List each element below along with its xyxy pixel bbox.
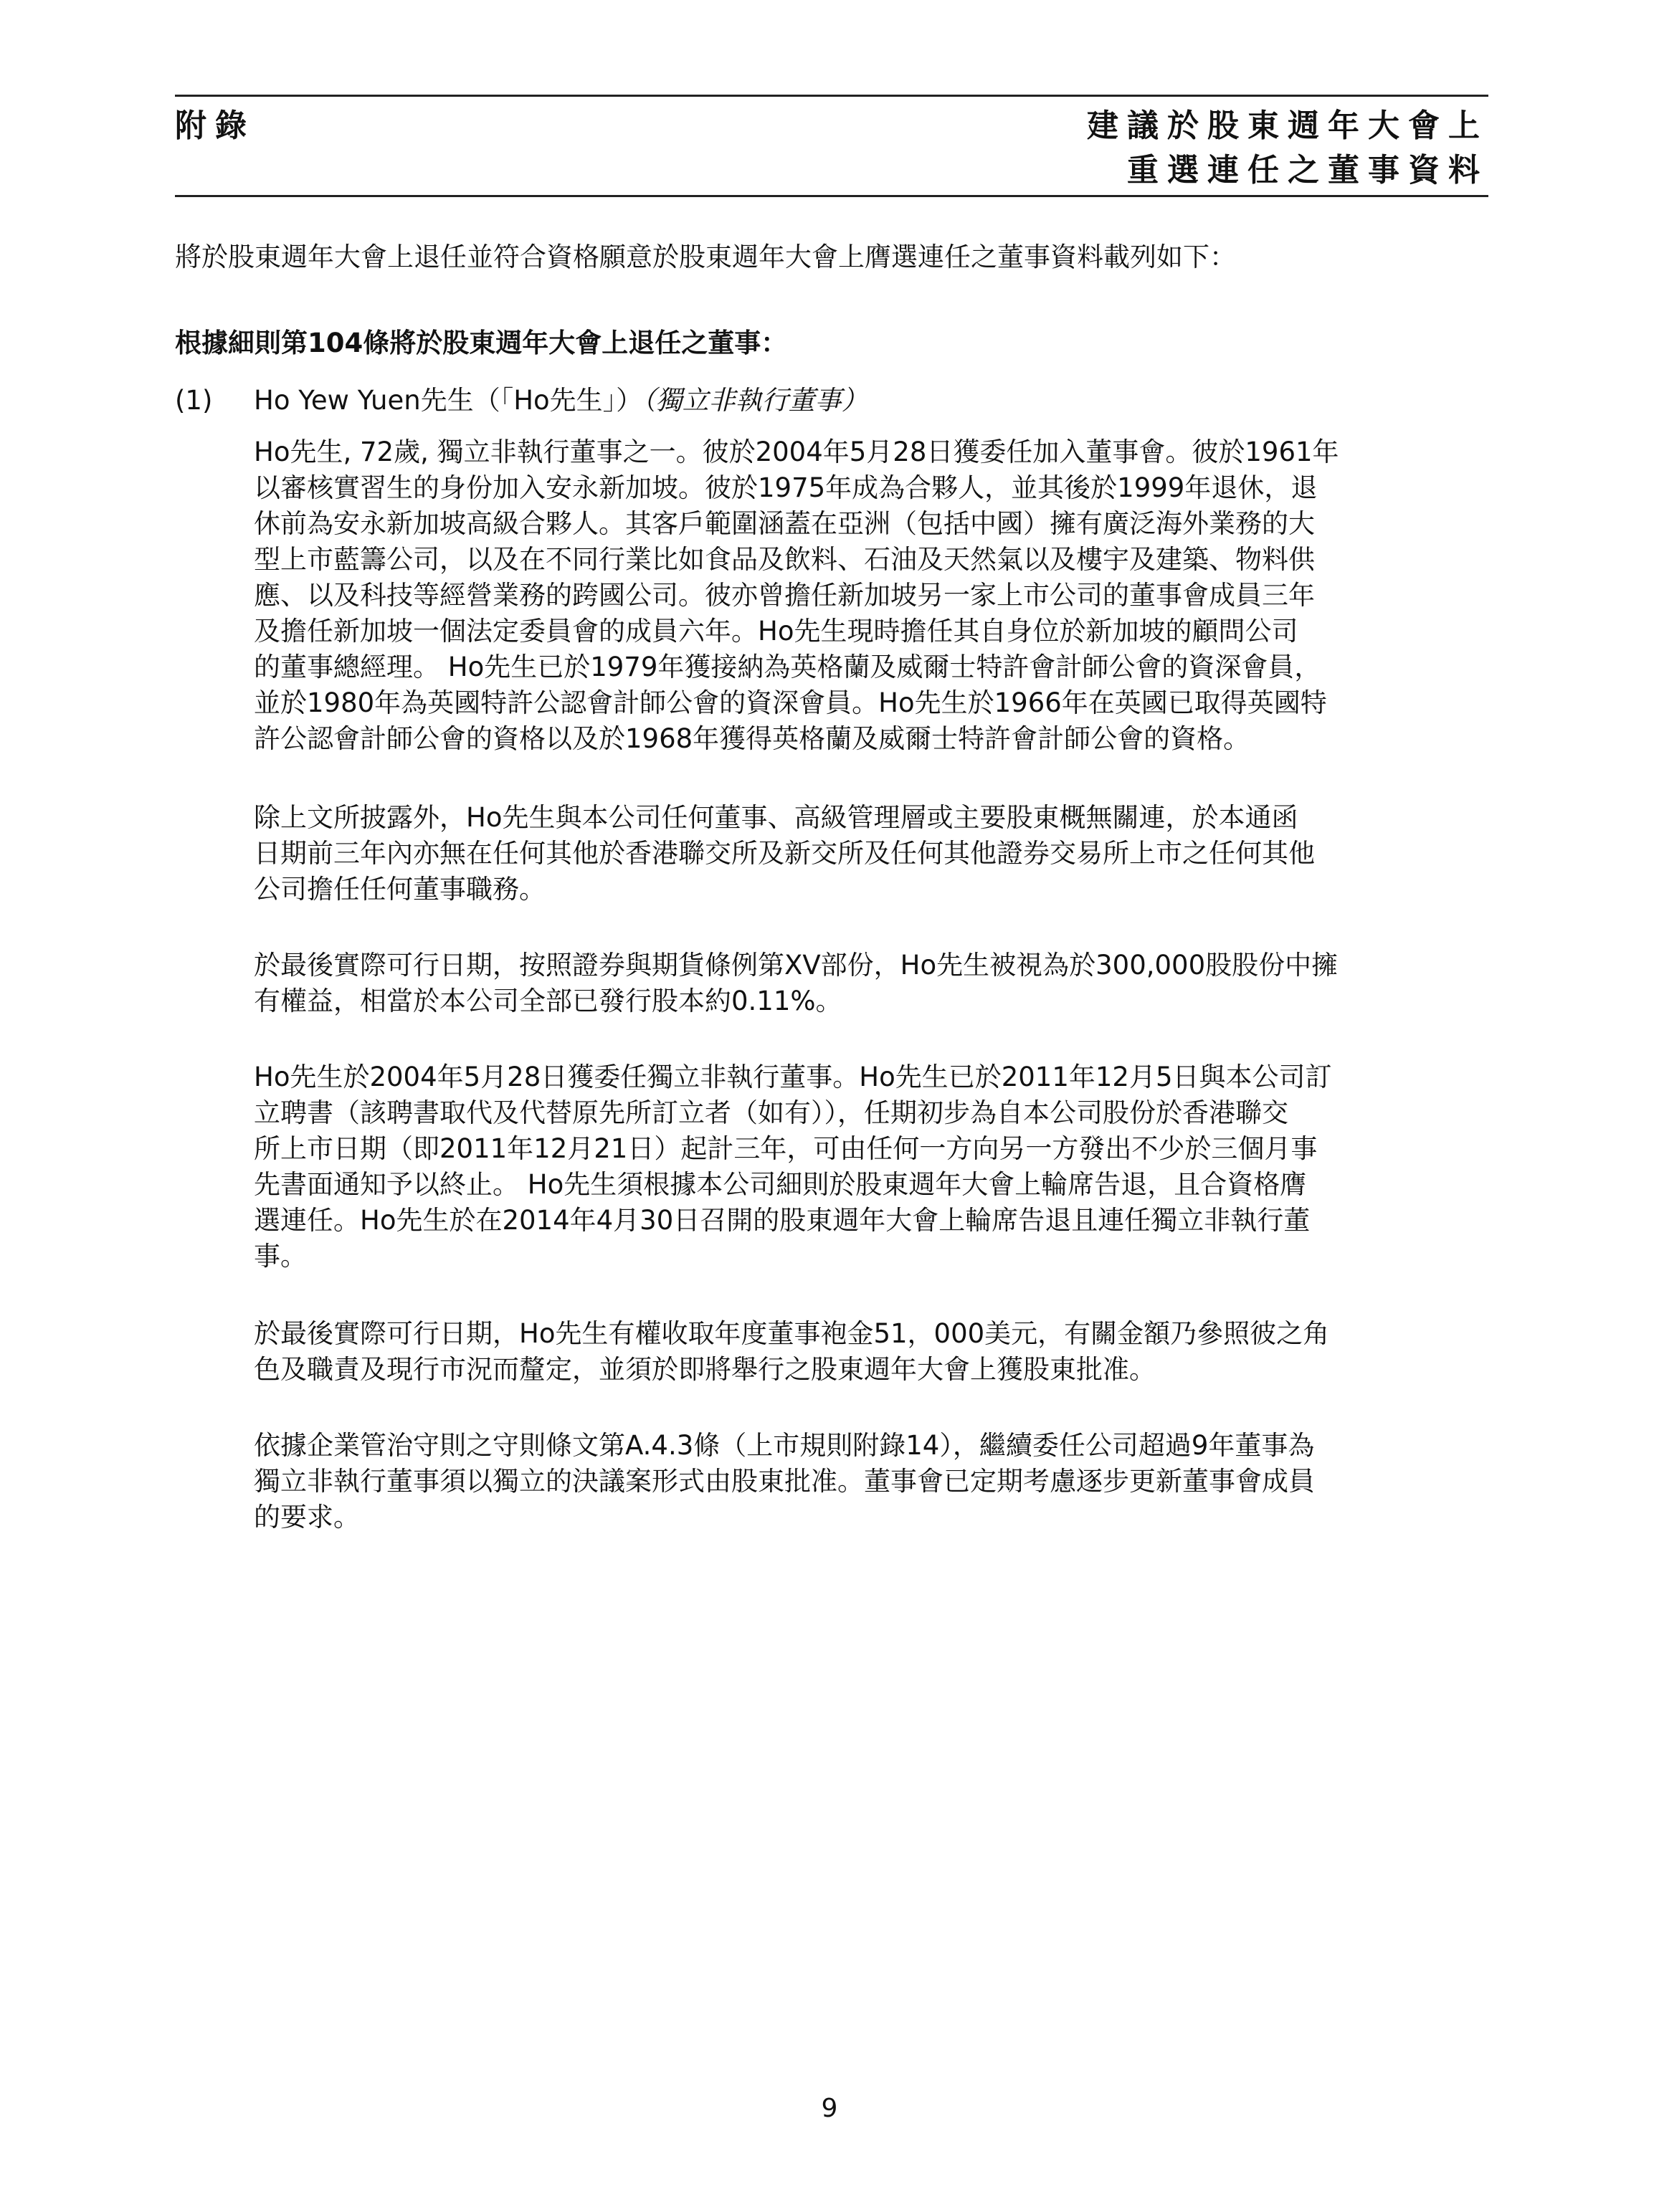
text-line: 有權益，相當於本公司全部已發行股本約0.11%。 [254,986,842,1016]
text-line: Ho先生於2004年5月28日獲委任獨立非執行董事。Ho先生已於2011年12月5日與本公司訂 [254,1062,1332,1092]
header-bottom-rule [175,195,1488,197]
paragraph-relationships [254,800,1488,907]
text-line: 於最後實際可行日期，Ho先生有權收取年度董事袍金51，000美元，有關金額乃參照彼之角 [254,1318,1330,1349]
text-line: 選連任。Ho先生於在2014年4月30日召開的股東週年大會上輪席告退且連任獨立非執行董 [254,1205,1311,1236]
item-number: (1) [175,385,213,416]
text-line: 先書面通知予以終止。 Ho先生須根據本公司細則於股東週年大會上輪席告退，且合資格膺 [254,1169,1307,1200]
paragraph-interests [254,948,1488,1019]
text-line: 於最後實際可行日期，按照證券與期貨條例第XV部份，Ho先生被視為於300,000股股份中擁 [254,950,1339,981]
text-line: 休前為安永新加坡高級合夥人。其客戶範圍涵蓋在亞洲（包括中國）擁有廣泛海外業務的大 [254,508,1315,539]
intro-text: 將於股東週年大會上退任並符合資格願意於股東週年大會上膺選連任之董事資料載列如下： [175,242,1236,272]
text-line: 以審核實習生的身份加入安永新加坡。彼於1975年成為合夥人，並其後於1999年退休，退 [254,472,1318,503]
text-line: 公司擔任任何董事職務。 [254,874,546,905]
text-line: 型上市藍籌公司，以及在不同行業比如食品及飲料、石油及天然氣以及樓宇及建築、物料供 [254,544,1315,575]
page-title-line-2: 重選連任之董事資料 [1127,152,1488,189]
text-line: 事。 [254,1241,307,1272]
text-line: 並於1980年為英國特許公認會計師公會的資深會員。Ho先生於1966年在英國已取得英國特 [254,687,1327,718]
text-line: 立聘書（該聘書取代及代替原先所訂立者（如有）），任期初步為自本公司股份於香港聯交 [254,1097,1288,1128]
text-line: 的要求。 [254,1502,360,1532]
header-top-rule [175,95,1488,97]
director-role: （獨立非執行董事） [642,385,868,416]
text-line: 應、以及科技等經營業務的跨國公司。彼亦曾擔任新加坡另一家上市公司的董事會成員三年 [254,580,1315,611]
text-line: 的董事總經理。 Ho先生已於1979年獲接納為英格蘭及威爾士特許會計師公會的資深會員， [254,652,1321,682]
text-line: 色及職責及現行市況而釐定，並須於即將舉行之股東週年大會上獲股東批准。 [254,1354,1156,1385]
page-title-line-1: 建議於股東週年大會上 [1087,108,1488,144]
paragraph-fees [254,1316,1488,1388]
text-line: 許公認會計師公會的資格以及於1968年獲得英格蘭及威爾士特許會計師公會的資格。 [254,723,1250,754]
text-line: 除上文所披露外，Ho先生與本公司任何董事、高級管理層或主要股東概無關連，於本通函 [254,802,1298,833]
director-name: Ho Yew Yuen先生（「Ho先生」） [254,385,643,416]
paragraph-biography [254,434,1488,757]
text-line: 依據企業管治守則之守則條文第A.4.3條（上市規則附錄14），繼續委任公司超過9年董事為 [254,1430,1315,1461]
text-line: 日期前三年內亦無在任何其他於香港聯交所及新交所及任何其他證券交易所上市之任何其他 [254,838,1315,869]
text-line: 獨立非執行董事須以獨立的決議案形式由股東批准。董事會已定期考慮逐步更新董事會成員 [254,1466,1315,1497]
page-number: 9 [821,2094,838,2123]
text-line: Ho先生, 72歲, 獨立非執行董事之一。彼於2004年5月28日獲委任加入董事會。彼於1961年 [254,437,1339,467]
text-line: 所上市日期（即2011年12月21日）起計三年，可由任何一方向另一方發出不少於三個月事 [254,1133,1318,1164]
appendix-label: 附錄 [175,108,255,144]
paragraph-governance [254,1428,1488,1535]
text-line: 及擔任新加坡一個法定委員會的成員六年。Ho先生現時擔任其自身位於新加坡的顧問公司 [254,616,1298,647]
section-heading: 根據細則第104條將於股東週年大會上退任之董事： [175,328,788,358]
paragraph-appointment [254,1059,1488,1274]
director-title [254,383,868,419]
